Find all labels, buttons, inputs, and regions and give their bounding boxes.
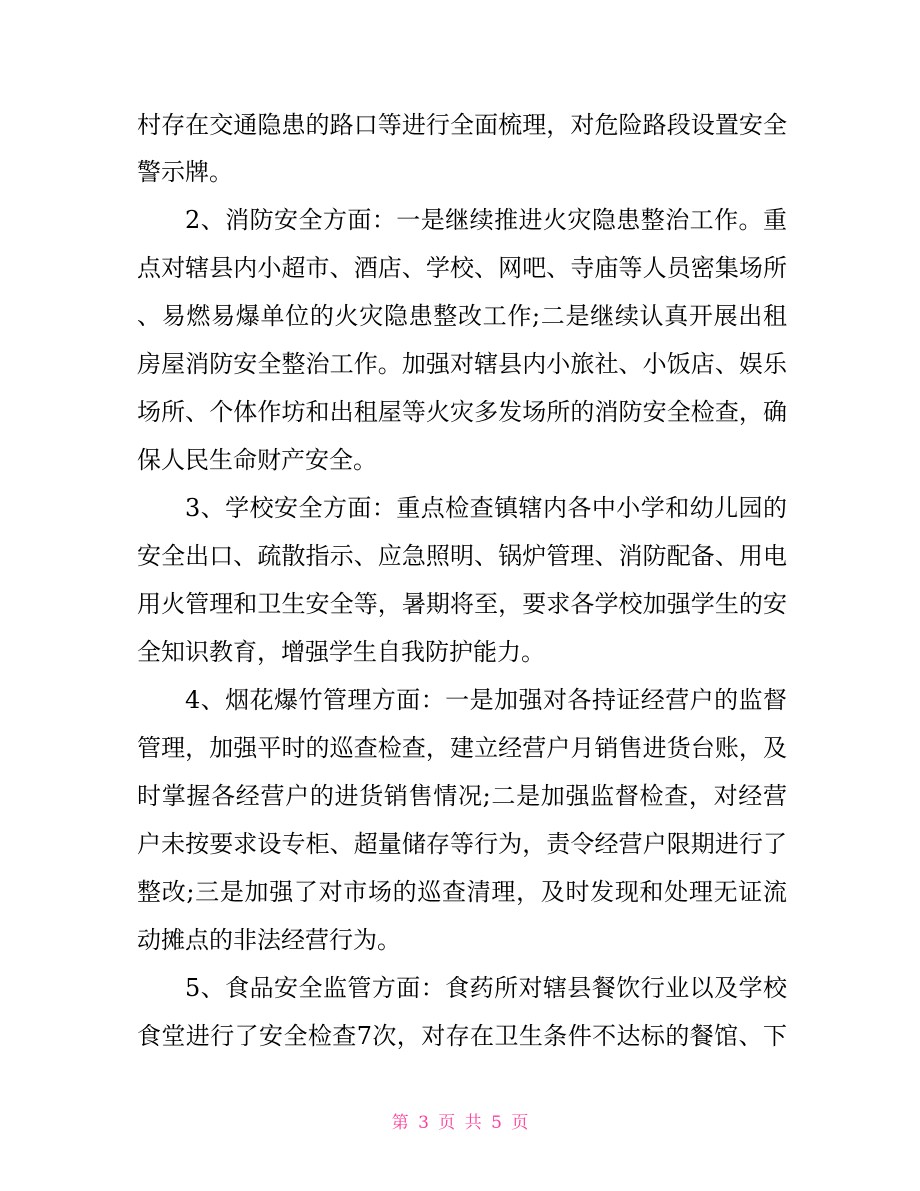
footer-label-ye: 页	[438, 1113, 456, 1133]
paragraph-line: 保人民生命财产安全。	[137, 446, 377, 474]
paragraph-line: 户未按要求设专柜、超量储存等行为，责令经营户限期进行了	[137, 830, 787, 858]
paragraph-line: 、易燃易爆单位的火灾隐患整改工作;二是继续认真开展出租	[137, 302, 787, 330]
paragraph-line: 整改;三是加强了对市场的巡查清理，及时发现和处理无证流	[137, 878, 787, 906]
paragraph-line: 点对辖县内小超市、酒店、学校、网吧、寺庙等人员密集场所	[137, 254, 787, 282]
paragraph-line: 5、食品安全监管方面：食药所对辖县餐饮行业以及学校	[185, 974, 787, 1002]
paragraph-line: 管理，加强平时的巡查检查，建立经营户月销售进货台账，及	[137, 734, 787, 762]
paragraph-line: 动摊点的非法经营行为。	[137, 926, 401, 954]
paragraph-line: 安全出口、疏散指示、应急照明、锅炉管理、消防配备、用电	[137, 542, 787, 570]
paragraph-line: 2、消防安全方面：一是继续推进火灾隐患整治工作。重	[185, 206, 787, 234]
paragraph-line: 场所、个体作坊和出租屋等火灾多发场所的消防安全检查，确	[137, 398, 787, 426]
footer-current-page: 3	[418, 1113, 429, 1133]
paragraph-line: 3、学校安全方面：重点检查镇辖内各中小学和幼儿园的	[185, 494, 787, 522]
page-footer	[0, 1112, 920, 1134]
footer-label-di: 第	[391, 1113, 409, 1133]
paragraph-line: 食堂进行了安全检查7次，对存在卫生条件不达标的餐馆、下	[137, 1022, 787, 1050]
paragraph-line: 全知识教育，增强学生自我防护能力。	[137, 638, 545, 666]
paragraph-line: 4、烟花爆竹管理方面：一是加强对各持证经营户的监督	[185, 686, 787, 714]
footer-label-ye: 页	[511, 1113, 529, 1133]
paragraph-line: 用火管理和卫生安全等，暑期将至，要求各学校加强学生的安	[137, 590, 787, 618]
paragraph-line: 警示牌。	[137, 158, 233, 186]
footer-label-gong: 共	[464, 1113, 482, 1133]
paragraph-line: 村存在交通隐患的路口等进行全面梳理，对危险路段设置安全	[137, 111, 787, 139]
paragraph-line: 房屋消防安全整治工作。加强对辖县内小旅社、小饭店、娱乐	[137, 350, 787, 378]
paragraph-line: 时掌握各经营户的进货销售情况;二是加强监督检查，对经营	[137, 782, 787, 810]
footer-total-pages: 5	[491, 1113, 502, 1133]
